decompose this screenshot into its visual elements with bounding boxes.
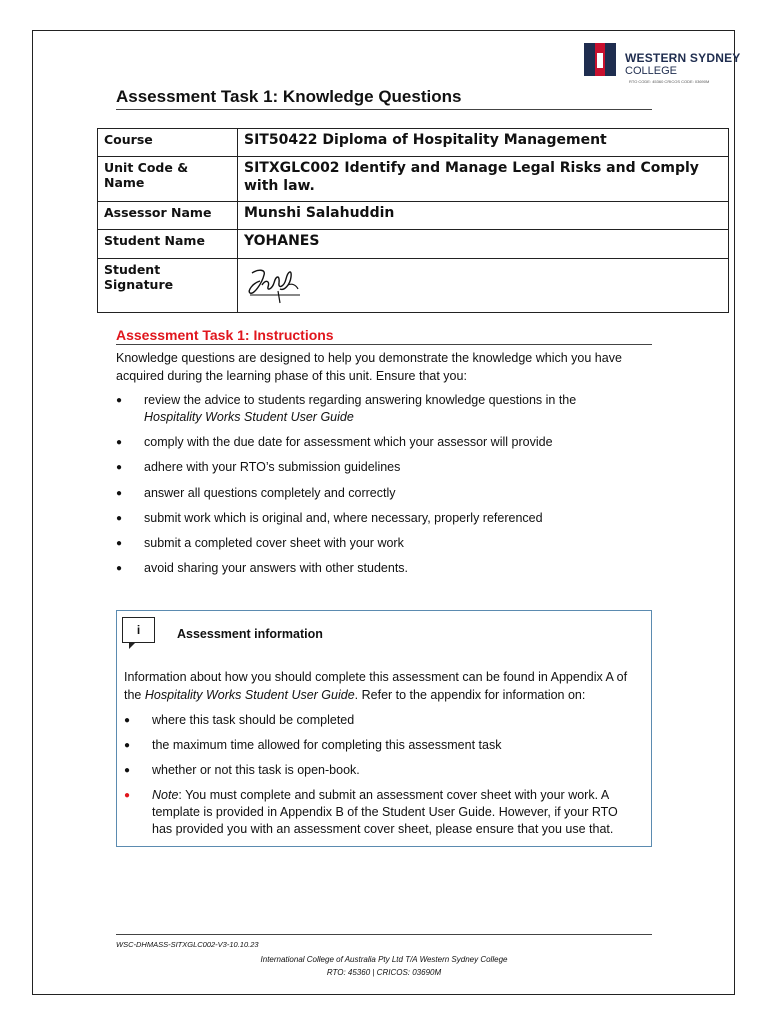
list-item bbox=[116, 459, 656, 477]
info-icon: i bbox=[122, 617, 155, 643]
list-item bbox=[124, 762, 644, 780]
bullet-text: adhere with your RTO’s submission guidelines bbox=[144, 460, 401, 474]
crest-icon bbox=[584, 43, 616, 76]
list-item bbox=[116, 510, 656, 528]
list-item bbox=[116, 392, 656, 428]
info-box-paragraph bbox=[124, 668, 646, 704]
bullet-text: where this task should be completed bbox=[152, 713, 355, 727]
bullet-icon: ● bbox=[116, 395, 123, 406]
table-row bbox=[98, 202, 729, 230]
bullet-icon: ● bbox=[116, 563, 123, 574]
note-text: : You must complete and submit an assessment cover sheet with your work. A bbox=[178, 788, 610, 802]
bullet-text: submit a completed cover sheet with your work bbox=[144, 536, 404, 550]
table-row bbox=[98, 157, 729, 202]
bullet-icon: ● bbox=[124, 715, 131, 726]
page-title: Assessment Task 1: Knowledge Questions bbox=[116, 87, 462, 106]
table-row bbox=[98, 230, 729, 259]
bullet-icon: ● bbox=[116, 538, 123, 549]
unit-value: SITXGLC002 Identify and Manage Legal Risks and Comply with law. bbox=[238, 157, 729, 202]
footer-college-name: International College of Australia Pty Ltd T/A Western Sydney College bbox=[260, 955, 508, 964]
bullet-text: avoid sharing your answers with other students. bbox=[144, 561, 409, 575]
student-label: Student Name bbox=[98, 230, 238, 259]
bullet-icon-red: ● bbox=[124, 790, 131, 801]
bullet-text: submit work which is original and, where necessary, properly referenced bbox=[144, 511, 543, 525]
signature-image bbox=[244, 261, 304, 305]
title-divider bbox=[116, 109, 652, 110]
table-row bbox=[98, 259, 729, 313]
assessor-value: Munshi Salahuddin bbox=[238, 202, 729, 230]
footer-rto-codes: RTO: 45360 | CRICOS: 03690M bbox=[326, 968, 442, 977]
note-line-1 bbox=[152, 787, 609, 804]
instructions-intro: Knowledge questions are designed to help you demonstrate the knowledge which you have acquired during the learning phase of this unit. Ensure that you: bbox=[116, 351, 622, 383]
logo-line-3: RTO CODE: 45360 CRICOS CODE: 03690M bbox=[629, 79, 710, 84]
bullet-icon: ● bbox=[124, 740, 131, 751]
bullet-icon: ● bbox=[116, 462, 123, 473]
bullet-icon: ● bbox=[116, 488, 123, 499]
assessor-label: Assessor Name bbox=[98, 202, 238, 230]
info-icon-tail bbox=[129, 642, 136, 649]
college-logo bbox=[584, 43, 741, 88]
bullet-text: the maximum time allowed for completing this assessment task bbox=[152, 738, 502, 752]
bullet-text: review the advice to students regarding answering knowledge questions in the bbox=[144, 393, 577, 407]
student-info-table bbox=[97, 128, 729, 313]
bullet-icon: ● bbox=[116, 437, 123, 448]
list-item bbox=[116, 560, 656, 578]
list-item bbox=[116, 485, 656, 503]
list-item-note bbox=[124, 787, 644, 841]
bullet-text-italic: Hospitality Works Student User Guide bbox=[144, 410, 354, 424]
logo-line-2: COLLEGE bbox=[625, 65, 677, 77]
list-item bbox=[116, 434, 656, 452]
footer-divider bbox=[116, 934, 652, 935]
bullet-text: comply with the due date for assessment which your assessor will provide bbox=[144, 435, 553, 449]
bullet-icon: ● bbox=[116, 513, 123, 524]
info-box-heading: Assessment information bbox=[177, 627, 323, 641]
para-text-end: . Refer to the appendix for information on: bbox=[354, 688, 586, 702]
course-label: Course bbox=[98, 129, 238, 157]
note-label: Note bbox=[152, 788, 179, 802]
table-row bbox=[98, 129, 729, 157]
note-line-3: has provided you with an assessment cover sheet, please ensure that you use that. bbox=[152, 822, 614, 836]
bullet-icon: ● bbox=[124, 765, 131, 776]
bullet-text: answer all questions completely and correctly bbox=[144, 486, 396, 500]
logo-line-1: WESTERN SYDNEY bbox=[625, 51, 741, 65]
note-line-2: template is provided in Appendix B of the Student User Guide. However, if your RTO bbox=[152, 805, 618, 819]
list-item bbox=[124, 712, 644, 730]
list-item bbox=[116, 535, 656, 553]
signature-cell bbox=[238, 259, 729, 313]
document-code: WSC-DHMASS-SITXGLC002-V3-10.10.23 bbox=[116, 940, 259, 949]
unit-label: Unit Code & Name bbox=[98, 157, 238, 202]
course-value: SIT50422 Diploma of Hospitality Management bbox=[238, 129, 729, 157]
para-text: Information about how you should complete this assessment can be found in Appendix A of the bbox=[124, 670, 628, 702]
list-item bbox=[124, 737, 644, 755]
para-italic: Hospitality Works Student User Guide bbox=[144, 688, 355, 702]
signature-label: Student Signature bbox=[98, 259, 238, 313]
student-value: YOHANES bbox=[238, 230, 729, 259]
instructions-heading: Assessment Task 1: Instructions bbox=[116, 327, 334, 343]
instructions-divider bbox=[116, 344, 652, 345]
bullet-text: whether or not this task is open-book. bbox=[152, 763, 360, 777]
